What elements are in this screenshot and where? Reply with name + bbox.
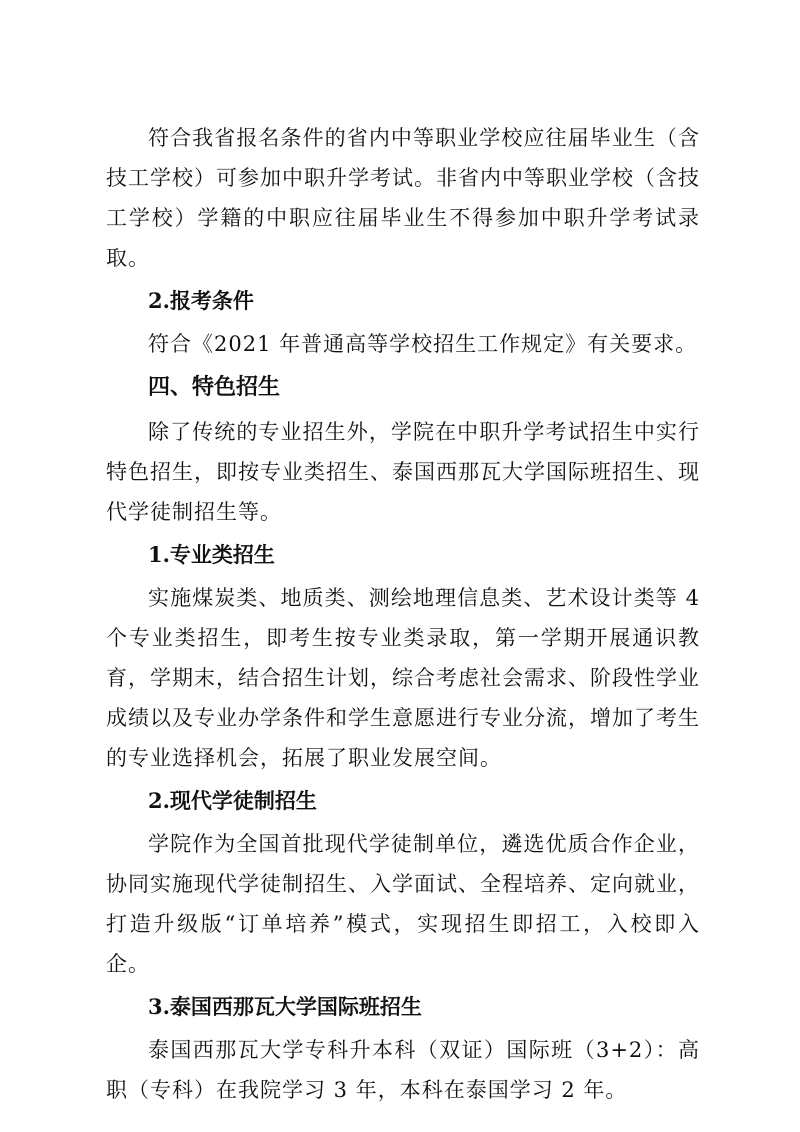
paragraph-exam-conditions: 符合《2021 年普通高等学校招生工作规定》有关要求。	[148, 332, 698, 356]
heading-apprenticeship: 2.现代学徒制招生	[148, 788, 317, 813]
paragraph-international-class: 泰国西那瓦大学专科升本科（双证）国际班（3+2）：高职（专科）在我院学习 3 年，本科在泰国学习 2 年。	[106, 1038, 700, 1102]
paragraph-eligibility: 符合我省报名条件的省内中等职业学校应往届毕业生（含技工学校）可参加中职升学考试。非省内中等职业学校（含技工学校）学籍的中职应往届毕业生不得参加中职升学考试录取。	[106, 126, 700, 270]
paragraph-apprenticeship: 学院作为全国首批现代学徒制单位，遴选优质合作企业，协同实施现代学徒制招生、入学面试、全程培养、定向就业，打造升级版“订单培养”模式，实现招生即招工，入校即入企。	[106, 832, 700, 976]
heading-major-category: 1.专业类招生	[148, 542, 275, 567]
heading-international-class: 3.泰国西那瓦大学国际班招生	[148, 994, 422, 1019]
paragraph-special-enrollment: 除了传统的专业招生外，学院在中职升学考试招生中实行特色招生，即按专业类招生、泰国西那瓦大学国际班招生、现代学徒制招生等。	[106, 420, 700, 524]
paragraph-major-category: 实施煤炭类、地质类、测绘地理信息类、艺术设计类等 4 个专业类招生，即考生按专业类录取，第一学期开展通识教育，学期末，结合招生计划，综合考虑社会需求、阶段性学业成绩以及专业办学条件和学生意愿进行专业分流，增加了考生的专业选择机会，拓展了职业发展空间。	[106, 586, 700, 770]
document-page	[106, 118, 700, 1110]
heading-special-enrollment: 四、特色招生	[148, 375, 281, 400]
heading-exam-conditions: 2.报考条件	[148, 288, 254, 313]
